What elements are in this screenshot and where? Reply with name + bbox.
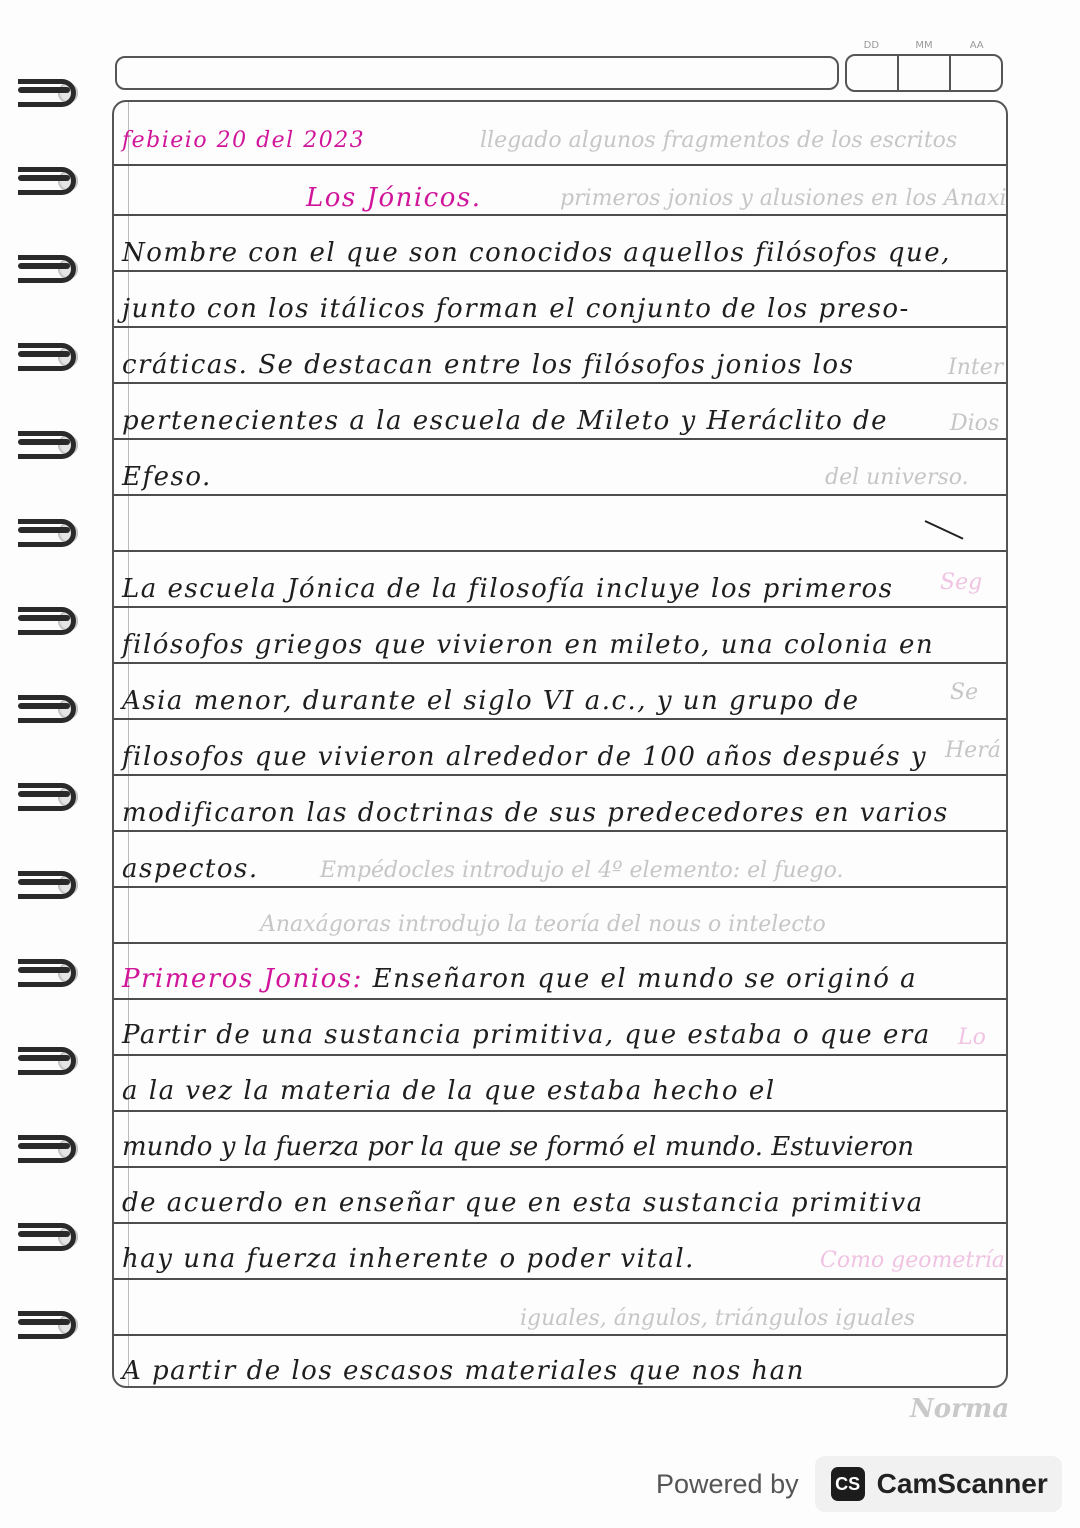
note-line: cráticas. Se destacan entre los filósofos jonios los xyxy=(122,350,855,380)
camscanner-name: CamScanner xyxy=(876,1468,1048,1499)
ghost-text: del universo. xyxy=(825,465,969,490)
ruled-line xyxy=(114,270,1006,272)
spiral-ring xyxy=(14,603,78,639)
note-line: Efeso. xyxy=(122,462,212,492)
camscanner-badge xyxy=(815,1456,1062,1512)
ruled-line xyxy=(114,718,1006,720)
notebook-brand-logo: Norma xyxy=(910,1394,1010,1424)
ghost-text: Como geometría xyxy=(820,1248,1005,1273)
note-line: hay una fuerza inherente o poder vital. xyxy=(122,1244,695,1274)
note-date: febieio 20 del 2023 xyxy=(122,128,366,153)
camscanner-watermark xyxy=(656,1456,1062,1512)
ghost-text: Herá xyxy=(945,738,1001,763)
note-line: Partir de una sustancia primitiva, que estaba o que era xyxy=(122,1020,931,1050)
note-line: de acuerdo en enseñar que en esta sustancia primitiva xyxy=(122,1188,924,1218)
ruled-line xyxy=(114,998,1006,1000)
ghost-text: Empédocles introdujo el 4º elemento: el fuego. xyxy=(320,858,844,883)
ruled-line xyxy=(114,1278,1006,1280)
ruled-line xyxy=(114,662,1006,664)
ruled-line xyxy=(114,1054,1006,1056)
ruled-line xyxy=(114,606,1006,608)
ghost-text: Seg xyxy=(940,570,983,595)
date-label-year: AA xyxy=(969,40,984,51)
ghost-text: llegado algunos fragmentos de los escritos xyxy=(480,128,958,153)
spiral-ring xyxy=(14,867,78,903)
note-title: Los Jónicos. xyxy=(306,183,482,213)
spiral-binding xyxy=(14,75,84,1395)
ghost-text: Se xyxy=(950,680,979,705)
powered-by-text: Powered by xyxy=(656,1468,799,1499)
ghost-text: Anaxágoras introdujo la teoría del nous o intelecto xyxy=(260,912,826,937)
ruled-line xyxy=(114,1222,1006,1224)
spiral-ring xyxy=(14,515,78,551)
ghost-text: Lo xyxy=(958,1025,986,1050)
note-line: filósofos griegos que vivieron en mileto, una colonia en xyxy=(122,630,935,660)
spiral-ring xyxy=(14,75,78,111)
ruled-line xyxy=(114,830,1006,832)
spiral-ring xyxy=(14,1131,78,1167)
ghost-text: primeros jonios y alusiones en los Anaxi xyxy=(560,186,1007,211)
spiral-ring xyxy=(14,691,78,727)
date-label-day: DD xyxy=(863,40,880,51)
ghost-text: iguales, ángulos, triángulos iguales xyxy=(520,1306,916,1331)
ruled-line xyxy=(114,326,1006,328)
note-line: modificaron las doctrinas de sus predecedores en varios xyxy=(122,798,949,828)
ruled-line xyxy=(114,942,1006,944)
date-cell-month xyxy=(899,56,951,90)
ruled-line xyxy=(114,438,1006,440)
date-labels xyxy=(845,40,1003,51)
note-line: Nombre con el que son conocidos aquellos filósofos que, xyxy=(122,238,951,268)
ghost-text: Inter xyxy=(948,355,1004,380)
note-line xyxy=(122,964,917,994)
spiral-ring xyxy=(14,251,78,287)
spiral-ring xyxy=(14,163,78,199)
note-line: A partir de los escasos materiales que nos han xyxy=(122,1356,805,1386)
ruled-line xyxy=(114,1334,1006,1336)
spiral-ring xyxy=(14,779,78,815)
note-line: Asia menor, durante el siglo VI a.c., y un grupo de xyxy=(122,686,860,716)
ruled-line xyxy=(114,164,1006,166)
date-cell-year xyxy=(951,56,1001,90)
ruled-line xyxy=(114,774,1006,776)
spiral-ring xyxy=(14,1307,78,1343)
note-line: aspectos. xyxy=(122,854,259,884)
spiral-ring xyxy=(14,1043,78,1079)
primeros-jonios-text: Enseñaron que el mundo se originó a xyxy=(372,964,918,994)
note-line: La escuela Jónica de la filosofía incluye los primeros xyxy=(122,574,894,604)
ruled-line xyxy=(114,886,1006,888)
ruled-line xyxy=(114,382,1006,384)
spiral-ring xyxy=(14,427,78,463)
note-line: mundo y la fuerza por la que se formó el mundo. Estuvieron xyxy=(122,1132,914,1162)
camscanner-logo-icon: CS xyxy=(831,1467,865,1501)
ruled-line xyxy=(114,550,1006,552)
header-title-box xyxy=(115,56,839,90)
ruled-line xyxy=(114,1110,1006,1112)
note-line: filosofos que vivieron alrededor de 100 años después y xyxy=(122,742,928,772)
date-cell-day xyxy=(847,56,899,90)
ghost-text: Dios xyxy=(950,411,1000,436)
primeros-jonios-label: Primeros Jonios: xyxy=(122,964,363,994)
ruled-line xyxy=(114,1166,1006,1168)
ruled-line xyxy=(114,494,1006,496)
spiral-ring xyxy=(14,1219,78,1255)
date-label-month: MM xyxy=(915,40,933,51)
spiral-ring xyxy=(14,339,78,375)
ruled-line xyxy=(114,214,1006,216)
note-line: pertenecientes a la escuela de Mileto y Heráclito de xyxy=(122,406,889,436)
date-box xyxy=(845,54,1003,92)
note-line: a la vez la materia de la que estaba hecho el xyxy=(122,1076,776,1106)
note-line: junto con los itálicos forman el conjunto de los preso- xyxy=(122,294,910,324)
spiral-ring xyxy=(14,955,78,991)
